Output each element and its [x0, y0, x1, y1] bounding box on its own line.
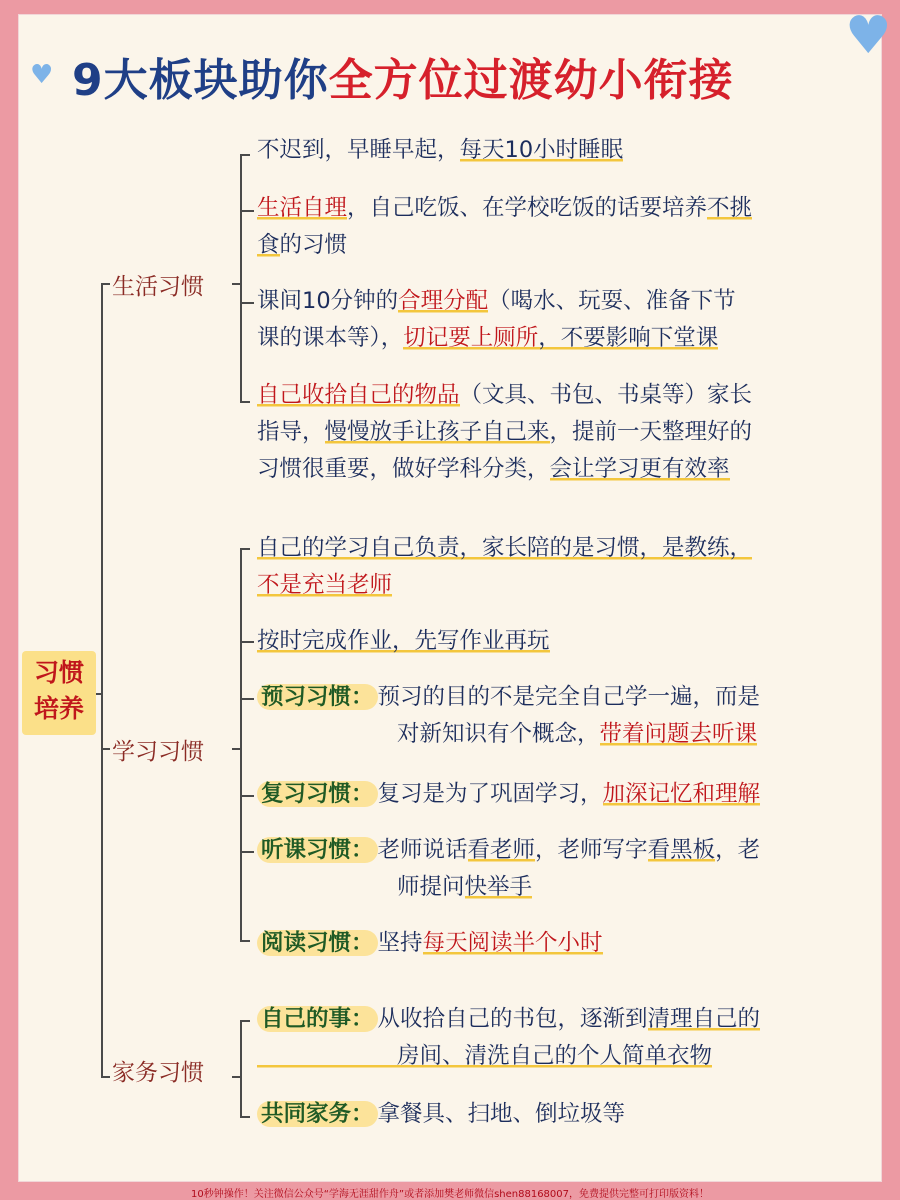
trunk-tick-chores [101, 1076, 110, 1078]
life-item-recess: 课间10分钟的合理分配（喝水、玩耍、准备下节 课的课本等），切记要上厕所，不要影响下堂课 [257, 288, 736, 351]
shared-label: 共同家务： [257, 1101, 378, 1127]
footer-note: 10秒钟操作！关注微信公众号“学海无涯甜作舟”或者添加樊老师微信shen88168007，免费提供完整可打印版资料！ [190, 1189, 710, 1200]
study-item-homework: 按时完成作业，先写作业再玩 [257, 628, 550, 654]
review-label: 复习习惯： [257, 781, 378, 807]
trunk-tick-study [101, 748, 110, 750]
preview-label: 预习习惯： [257, 684, 378, 710]
listening-label: 听课习惯： [257, 837, 378, 863]
own-label: 自己的事： [257, 1006, 378, 1032]
tick-life-2 [240, 210, 254, 212]
branch-study-habits: 学习习惯 [112, 739, 204, 765]
title-part1: 9大板块助你 [72, 55, 329, 106]
main-trunk [101, 283, 103, 1078]
heart-icon-left: ♥ [30, 60, 54, 90]
reading-label: 阅读习惯： [257, 930, 378, 956]
page-title [72, 44, 734, 108]
study-item-preview: 预习习惯： 预习的目的不是完全自己学一遍，而是 对新知识有个概念，带着问题去听课 [257, 679, 877, 753]
chore-item-own: 自己的事： 从收拾自己的书包，逐渐到清理自己的 房间、清洗自己的个人简单衣物 [257, 1001, 877, 1075]
tick-study-4 [240, 795, 254, 797]
branch-life-habits: 生活习惯 [112, 274, 204, 300]
study-item-listening: 听课习惯： 老师说话看老师，老师写字看黑板，老 师提问快举手 [257, 832, 877, 906]
tick-study-3 [240, 698, 254, 700]
study-bracket [240, 548, 250, 942]
study-item-responsibility: 自己的学习自己负责，家长陪的是习惯，是教练， 不是充当老师 [257, 535, 753, 598]
chores-bracket [240, 1020, 250, 1118]
tick-study-2 [240, 641, 254, 643]
trunk-tick-life [101, 283, 110, 285]
study-item-reading: 阅读习惯： 坚持每天阅读半个小时 [257, 925, 877, 962]
branch-chore-habits: 家务习惯 [112, 1060, 204, 1086]
tick-study-5 [240, 851, 254, 853]
root-line2: 培养 [33, 694, 84, 723]
title-part2: 全方位过渡幼小衔接 [328, 55, 734, 106]
root-node [22, 651, 96, 735]
chore-item-shared: 共同家务： 拿餐具、扫地、倒垃圾等 [257, 1096, 877, 1133]
life-bracket [240, 154, 250, 403]
root-line1: 习惯 [33, 658, 84, 687]
life-item-belongings: 自己收拾自己的物品（文具、书包、书桌等）家长 指导，慢慢放手让孩子自己来，提前一天整理好的 习惯很重要，做好学科分类，会让学习更有效率 [257, 382, 753, 482]
study-item-review: 复习习惯： 复习是为了巩固学习，加深记忆和理解 [257, 776, 877, 813]
life-item-self-care: 生活自理，自己吃饭、在学校吃饭的话要培养不挑 食的习惯 [257, 195, 753, 258]
heart-icon-right: ♥ [845, 6, 892, 66]
life-item-sleep: 不迟到，早睡早起，每天10小时睡眠 [257, 137, 624, 163]
tick-life-3 [240, 302, 254, 304]
